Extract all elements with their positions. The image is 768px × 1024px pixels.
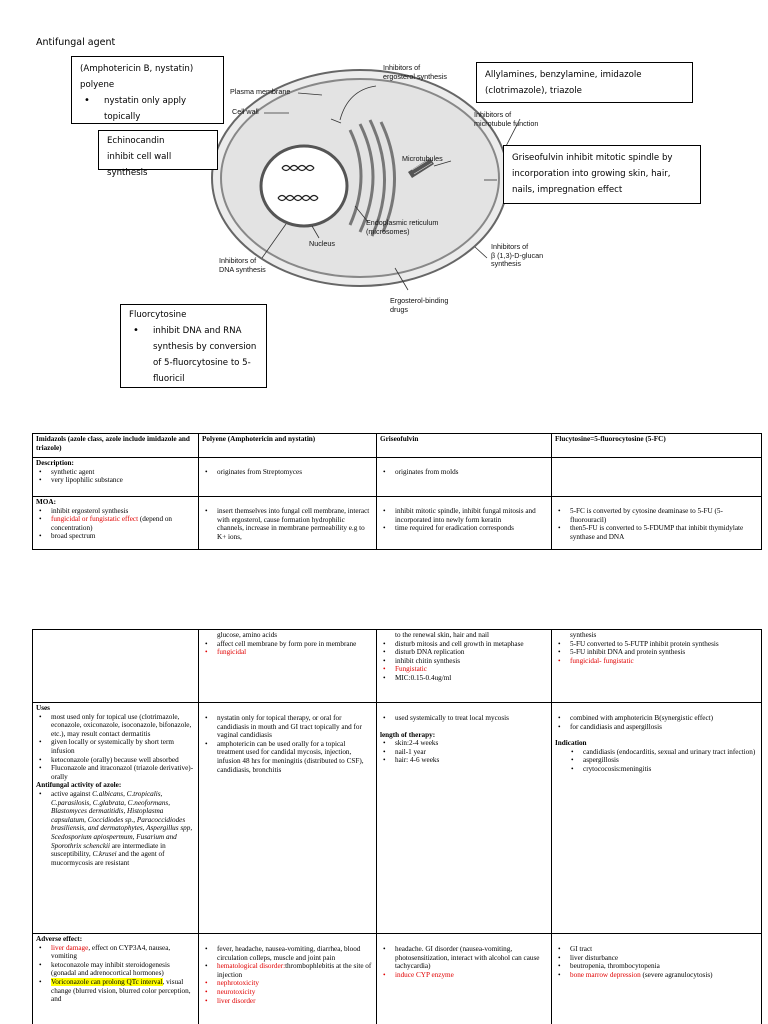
list-item: • hair: 4-6 weeks — [380, 756, 548, 765]
list-item: • fever, headache, nausea-vomiting, diarrhea, blood circulation colleps, muscle and joint pain — [202, 945, 373, 962]
subsection-label: Antifungal activity of azole: — [36, 781, 122, 790]
label-line: microtubule function — [474, 118, 539, 128]
list-item: • disturb DNA replication — [380, 648, 548, 657]
cell-description-griseofulvin — [377, 458, 552, 497]
highlighted-text: Voriconazole can prolong QTc interval — [51, 977, 163, 986]
page-title: Antifungal agent — [36, 37, 116, 48]
callout-text: Griseofulvin inhibit mitotic spindle by incorporation into growing skin, hair, nails, impregnation effect — [512, 153, 673, 195]
cell-uses-flucytosine — [552, 703, 762, 934]
label-ergosterol-binding — [390, 297, 448, 314]
header-polyene: Polyene (Amphotericin and nystatin) — [199, 434, 377, 458]
cell-moa-polyene — [199, 497, 377, 550]
list-item: • nystatin only for topical therapy, or oral for candidiasis in mouth and GI tract topically and for vaginal candidiasis — [202, 714, 373, 740]
list-item: • given locally or systemically by short term infusion — [36, 738, 195, 755]
cell-cont-flucytosine — [552, 630, 762, 703]
antifungal-table-part2 — [32, 629, 762, 1024]
label-dna-inhibitors — [219, 257, 266, 274]
callout-echinocandin — [98, 130, 218, 178]
list-item — [36, 944, 195, 961]
species-text: C.albicans, C.tropicalis, C.parasilosis, C.glabrata, C.neoformans, Blastomyces dermatitidis, Histoplasma capsulatum, Coccidiodes sp., Paracoccidiodes brasiliensis, and dermatophytes, Aspergillus spp, Scedosporium apiospermum, Fusarium and Sporothrix schenckii — [51, 789, 193, 850]
callout-polyene — [71, 56, 224, 124]
list-item: • 5-FU converted to 5-FUTP inhibit protein synthesis — [555, 640, 758, 649]
table-row-adverse — [33, 934, 762, 1024]
table-header-row — [33, 434, 762, 458]
list-item: • headache. GI disorder (nausea-vomiting, photosensitization, interact with alcohol can cause tachycardia) — [380, 945, 548, 971]
label-line: Inhibitors of — [219, 256, 257, 265]
cell-moa-imidazols — [33, 497, 199, 550]
subsection-label: length of therapy: — [380, 730, 436, 739]
label-microtubule-inhibitors — [474, 111, 538, 128]
cell-moa-flucytosine — [552, 497, 762, 550]
list-item: • inhibit mitotic spindle, inhibit fungal mitosis and incorporated into newly form keratin — [380, 507, 548, 524]
continued-text: glucose, amino acids — [217, 631, 278, 639]
text: , effect on CYP3A4, nausea, vomiting — [51, 943, 171, 961]
list-item: • induce CYP enzyme — [380, 971, 548, 980]
cell-description-polyene — [199, 458, 377, 497]
text: thrombophlebitis at the site of injection — [217, 962, 372, 979]
continued-text: synthesis — [570, 631, 597, 639]
cell-description-imidazols — [33, 458, 199, 497]
callout-text: (Amphotericin B, nystatin) — [80, 64, 194, 74]
red-text: hematological disorder: — [217, 962, 286, 971]
cell-moa-griseofulvin — [377, 497, 552, 550]
text: , visual change (blurred vision, blurred color perception, and — [51, 977, 191, 1004]
cell-adverse-griseofulvin — [377, 934, 552, 1024]
cell-description-flucytosine — [552, 458, 762, 497]
list-item: • MIC:0.15-0.4ug/ml — [380, 674, 548, 683]
cell-uses-polyene — [199, 703, 377, 934]
callout-text: Fluorcytosine — [129, 310, 187, 320]
label-line: drugs — [390, 304, 408, 314]
list-item: • insert themselves into fungal cell membrane, interact with ergosterol, cause formation hydrophilic channels, increase in membrane permeability e.g to K+ ions, — [202, 507, 373, 541]
list-item: • Fungistatic — [380, 665, 548, 674]
label-line: Inhibitors of — [474, 110, 512, 119]
callout-fluorcytosine — [120, 304, 267, 388]
table-row-moa-continued — [33, 630, 762, 703]
continued-text: to the renewal skin, hair and nail — [395, 631, 490, 639]
callout-text: Allylamines, benzylamine, imidazole (clotrimazole), triazole — [485, 70, 642, 96]
label-line: β (1,3)-D-glucan — [491, 250, 544, 260]
nucleus-shape — [261, 146, 347, 226]
cell-adverse-polyene — [199, 934, 377, 1024]
cell-cont-imidazols — [33, 630, 199, 703]
list-item: • originates from Streptomyces — [202, 468, 373, 477]
table-row-uses — [33, 703, 762, 934]
list-item: • neurotoxicity — [202, 988, 373, 997]
cell-adverse-imidazols — [33, 934, 199, 1024]
callout-griseofulvin — [503, 145, 701, 204]
callout-bullet: • inhibit DNA and RNA synthesis by conversion of 5-fluorcytosine to 5-fluoricil — [129, 323, 258, 387]
row-label: MOA: — [36, 498, 56, 506]
cell-cont-polyene — [199, 630, 377, 703]
label-line: DNA synthesis — [219, 264, 266, 274]
red-text: fungicidal or fungistatic effect — [51, 515, 139, 524]
label-line: Endoplasmic reticulum — [366, 218, 439, 227]
row-label: Description: — [36, 459, 74, 467]
cell-cont-griseofulvin — [377, 630, 552, 703]
cell-adverse-flucytosine — [552, 934, 762, 1024]
list-item: • then5-FU is converted to 5-FDUMP that inhibit thymidylate synthase and DNA — [555, 524, 758, 541]
table-row-moa — [33, 497, 762, 550]
list-item — [36, 515, 195, 532]
label-nucleus: Nucleus — [309, 239, 335, 248]
label-line: synthesis — [491, 259, 521, 268]
list-item: • broad spectrum — [36, 532, 195, 541]
label-line: ergosterol synthesis — [383, 71, 447, 81]
list-item: • liver disorder — [202, 997, 373, 1006]
red-text: liver damage — [51, 943, 89, 952]
list-item: • aspergillosis — [555, 756, 758, 765]
list-item: • ketoconazole (orally) because well absorbed — [36, 756, 195, 765]
list-item: • Fluconazole and itraconazol (triazole derivative)-orally — [36, 764, 195, 781]
list-item — [555, 971, 758, 980]
text: are intermediate in susceptibility, — [51, 841, 166, 859]
list-item: • nephrotoxicity — [202, 979, 373, 988]
antifungal-table-part1 — [32, 433, 762, 550]
list-item: • 5-FU inhibit DNA and protein synthesis — [555, 648, 758, 657]
species-text: C.krusei — [92, 850, 117, 859]
table-row-description — [33, 458, 762, 497]
label-glucan-inhibitors — [491, 243, 543, 269]
label-microtubules: Microtubules — [402, 154, 443, 163]
list-item: • most used only for topical use (clotrimazole, econazole, oxiconazole, isoconazole, bifonazole, etc.), may result contact dermatitis — [36, 713, 195, 739]
label-line: Inhibitors of — [383, 63, 421, 72]
list-item: • very lipophilic substance — [36, 476, 195, 485]
label-line: (microsomes) — [366, 226, 410, 236]
label-line: Inhibitors of — [491, 242, 529, 251]
list-item: • amphotericin can be used orally for a topical treatment used for candidal mycosis, injection, infusion 48 hrs for meningitis (distributed to CSF), candidiasis, bronchitis — [202, 740, 373, 774]
red-text: bone marrow depression — [570, 970, 641, 979]
callout-bullet: • nystatin only apply topically — [80, 93, 215, 125]
text: (depend on concentration) — [51, 515, 173, 532]
text: (severe agranulocytosis) — [640, 970, 713, 979]
callout-text: Echinocandin — [107, 136, 165, 146]
list-item: • nail-1 year — [380, 748, 548, 757]
list-item: • synthetic agent — [36, 468, 195, 477]
label-cell-wall: Cell wall — [232, 107, 259, 116]
header-flucytosine: Flucytosine=5-fluorocytosine (5-FC) — [552, 434, 762, 458]
list-item: • used systemically to treat local mycosis — [380, 714, 548, 723]
list-item — [36, 978, 195, 1004]
list-item: • for candidiasis and aspergillosis — [555, 723, 758, 732]
label-plasma-membrane: Plasma membrane — [230, 87, 291, 96]
list-item: • inhibit chitin synthesis — [380, 657, 548, 666]
fungal-cell-diagram — [0, 0, 768, 400]
list-item: • beutropenia, thrombocytopenia — [555, 962, 758, 971]
list-item: • ketoconazole may inhibit steroidogenesis (gonadal and adrenocortical hormones) — [36, 961, 195, 978]
list-item: • candidiasis (endocarditis, sexual and urinary tract infection) — [555, 748, 758, 757]
list-item: • crytococosis:meningitis — [555, 765, 758, 774]
cell-uses-imidazols — [33, 703, 199, 934]
list-item — [36, 790, 195, 867]
list-item: • GI tract — [555, 945, 758, 954]
row-label: Uses — [36, 704, 50, 712]
callout-text: polyene — [80, 80, 115, 90]
list-item: • 5-FC is converted by cytosine deaminase to 5-FU (5-fluorouracil) — [555, 507, 758, 524]
label-ergosterol-inhibitors — [383, 64, 447, 81]
callout-allylamines — [476, 62, 693, 103]
text: active against — [51, 789, 93, 798]
callout-text: inhibit cell wall synthesis — [107, 152, 172, 178]
list-item: • disturb mitosis and cell growth in metaphase — [380, 640, 548, 649]
subsection-label: Indication — [555, 739, 587, 748]
list-item: • combined with amphotericin B(synergistic effect) — [555, 714, 758, 723]
label-line: Ergosterol-binding — [390, 296, 449, 305]
list-item: • fungicidal- fungistatic — [555, 657, 758, 666]
list-item: • liver disturbance — [555, 954, 758, 963]
header-griseofulvin: Griseofulvin — [377, 434, 552, 458]
list-item: • skin:2-4 weeks — [380, 739, 548, 748]
cell-uses-griseofulvin — [377, 703, 552, 934]
row-label: Adverse effect: — [36, 935, 83, 943]
list-item: • originates from molds — [380, 468, 548, 477]
header-imidazols: Imidazols (azole class, azole include imidazole and triazole) — [33, 434, 199, 458]
list-item: • affect cell membrane by form pore in membrane — [202, 640, 373, 649]
list-item: • inhibit ergosterol synthesis — [36, 507, 195, 516]
label-endoplasmic-reticulum — [366, 219, 438, 236]
list-item: • fungicidal — [202, 648, 373, 657]
text: and the agent of mucormycosis are resistant — [51, 850, 165, 867]
list-item: • time required for eradication corresponds — [380, 524, 548, 533]
list-item — [202, 962, 373, 979]
